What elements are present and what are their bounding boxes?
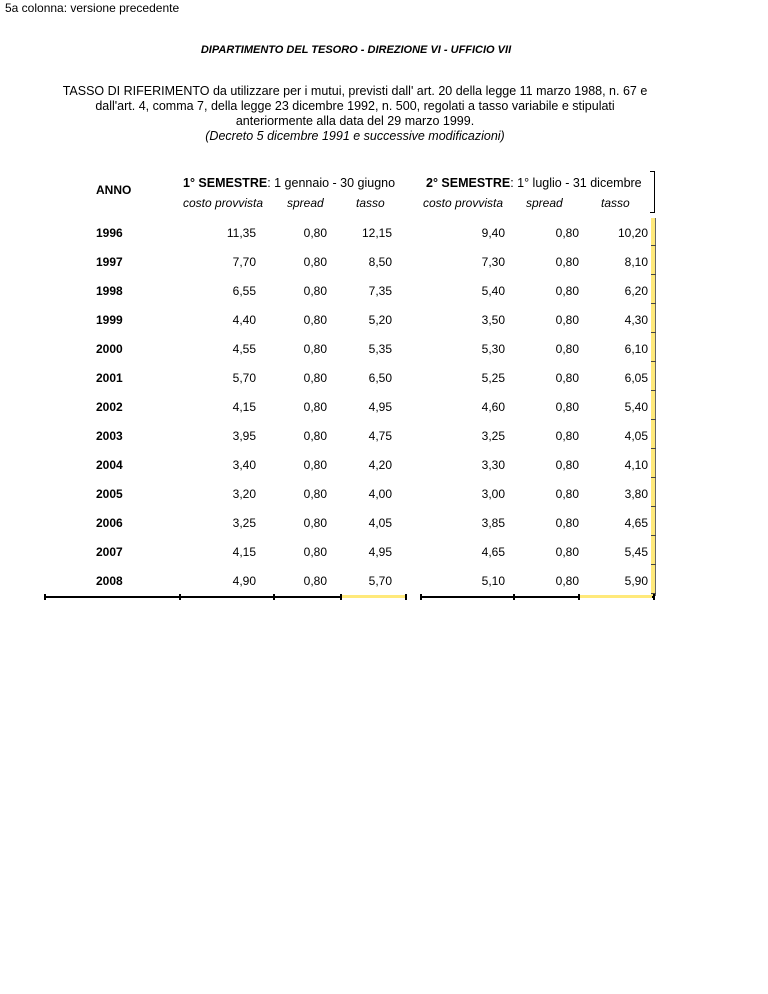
- s1-cost-cell: 11,35: [226, 225, 256, 240]
- s2-spread-header: spread: [526, 196, 563, 210]
- year-cell: 2007: [96, 544, 123, 559]
- s1-spread-cell: 0,80: [303, 544, 327, 559]
- description-line-1: TASSO DI RIFERIMENTO da utilizzare per i mutui, previsti dall' art. 20 della legge 11 marzo 1988, n. 67 e: [62, 84, 648, 98]
- s2-rate-cell: 5,45: [624, 544, 648, 559]
- table-row: [96, 508, 648, 537]
- s1-rate-cell: 5,70: [368, 573, 392, 588]
- row-tick: [651, 477, 656, 478]
- s2-spread-cell: 0,80: [555, 457, 579, 472]
- year-cell: 2008: [96, 573, 123, 588]
- header-bracket: [650, 171, 655, 213]
- s1-spread-cell: 0,80: [303, 254, 327, 269]
- table-row: [96, 218, 648, 247]
- row-tick: [651, 390, 656, 391]
- row-tick: [651, 506, 656, 507]
- rates-table: [96, 218, 648, 595]
- s2-rate-cell: 6,10: [624, 341, 648, 356]
- semester-1-label: 1° SEMESTRE: [183, 176, 268, 190]
- table-row: [96, 363, 648, 392]
- semester-1-range: : 1 gennaio - 30 giugno: [267, 176, 396, 190]
- year-cell: 1997: [96, 254, 123, 269]
- s2-spread-cell: 0,80: [555, 428, 579, 443]
- foot-tick: [653, 594, 655, 600]
- s1-spread-cell: 0,80: [303, 573, 327, 588]
- row-tick: [651, 245, 656, 246]
- table-row: [96, 334, 648, 363]
- foot-tick: [578, 594, 580, 600]
- s1-cost-cell: 7,70: [232, 254, 256, 269]
- description-line-2: dall'art. 4, comma 7, della legge 23 dicembre 1992, n. 500, regolati a tasso variabile e stipulati: [95, 99, 615, 113]
- s1-rate-highlight: [341, 595, 405, 598]
- s1-spread-cell: 0,80: [303, 486, 327, 501]
- s1-rate-cell: 5,35: [368, 341, 392, 356]
- semester-2-label: 2° SEMESTRE: [426, 176, 511, 190]
- row-tick: [651, 448, 656, 449]
- s2-cost-cell: 5,25: [481, 370, 505, 385]
- s1-cost-cell: 5,70: [232, 370, 256, 385]
- table-row: [96, 566, 648, 595]
- table-row: [96, 421, 648, 450]
- s2-cost-cell: 3,00: [481, 486, 505, 501]
- table-row: [96, 247, 648, 276]
- s2-spread-cell: 0,80: [555, 544, 579, 559]
- year-cell: 2002: [96, 399, 123, 414]
- s2-spread-cell: 0,80: [555, 486, 579, 501]
- s1-spread-header: spread: [287, 196, 324, 210]
- department-heading: DIPARTIMENTO DEL TESORO - DIREZIONE VI - UFFICIO VII: [200, 44, 512, 56]
- s2-rate-cell: 4,10: [624, 457, 648, 472]
- s2-rate-cell: 4,65: [624, 515, 648, 530]
- s1-rate-header: tasso: [356, 196, 385, 210]
- s2-spread-cell: 0,80: [555, 399, 579, 414]
- rates-table-body: [96, 218, 648, 595]
- year-cell: 1998: [96, 283, 123, 298]
- s2-cost-cell: 5,10: [481, 573, 505, 588]
- s1-rate-cell: 12,15: [361, 225, 392, 240]
- s1-cost-header: costo provvista: [183, 196, 264, 210]
- s1-rate-cell: 4,95: [368, 544, 392, 559]
- s2-cost-cell: 4,60: [481, 399, 505, 414]
- s1-rate-cell: 7,35: [368, 283, 392, 298]
- s2-rate-cell: 6,05: [624, 370, 648, 385]
- s1-cost-cell: 3,25: [232, 515, 256, 530]
- s1-rate-cell: 4,95: [368, 399, 392, 414]
- s2-spread-cell: 0,80: [555, 573, 579, 588]
- row-tick: [651, 564, 656, 565]
- s2-rate-cell: 5,90: [624, 573, 648, 588]
- s2-spread-cell: 0,80: [555, 515, 579, 530]
- s1-cost-cell: 3,20: [232, 486, 256, 501]
- decree-reference: (Decreto 5 dicembre 1991 e successive modificazioni): [205, 129, 505, 143]
- s1-spread-cell: 0,80: [303, 312, 327, 327]
- description-block: [40, 84, 670, 144]
- s2-rate-cell: 10,20: [617, 225, 648, 240]
- foot-tick: [405, 594, 407, 600]
- year-cell: 2004: [96, 457, 123, 472]
- foot-tick: [513, 594, 515, 600]
- s2-cost-cell: 4,65: [481, 544, 505, 559]
- s1-spread-cell: 0,80: [303, 515, 327, 530]
- semester-2-range: : 1° luglio - 31 dicembre: [510, 176, 642, 190]
- year-cell: 2001: [96, 370, 123, 385]
- s1-spread-cell: 0,80: [303, 225, 327, 240]
- s1-cost-cell: 4,15: [232, 544, 256, 559]
- s1-rate-cell: 4,75: [368, 428, 392, 443]
- s2-rate-header: tasso: [601, 196, 630, 210]
- year-cell: 2000: [96, 341, 123, 356]
- s2-spread-cell: 0,80: [555, 341, 579, 356]
- s2-spread-cell: 0,80: [555, 254, 579, 269]
- table-row: [96, 537, 648, 566]
- s2-cost-cell: 5,40: [481, 283, 505, 298]
- table-row: [96, 450, 648, 479]
- foot-tick: [44, 594, 46, 600]
- row-tick: [651, 303, 656, 304]
- s1-cost-cell: 3,40: [232, 457, 256, 472]
- s2-rate-cell: 8,10: [624, 254, 648, 269]
- table-row: [96, 392, 648, 421]
- table-row: [96, 305, 648, 334]
- s1-spread-cell: 0,80: [303, 283, 327, 298]
- year-cell: 2003: [96, 428, 123, 443]
- table-row: [96, 276, 648, 305]
- year-cell: 2005: [96, 486, 123, 501]
- foot-tick: [179, 594, 181, 600]
- year-cell: 2006: [96, 515, 123, 530]
- year-cell: 1996: [96, 225, 123, 240]
- s2-cost-cell: 9,40: [481, 225, 505, 240]
- s2-cost-cell: 3,25: [481, 428, 505, 443]
- row-tick: [651, 274, 656, 275]
- s1-rate-cell: 5,20: [368, 312, 392, 327]
- s2-cost-cell: 3,30: [481, 457, 505, 472]
- s2-cost-cell: 5,30: [481, 341, 505, 356]
- s1-rate-cell: 6,50: [368, 370, 392, 385]
- semester-2-header: [426, 176, 642, 190]
- s2-cost-cell: 3,85: [481, 515, 505, 530]
- foot-tick: [340, 594, 342, 600]
- s2-cost-cell: 3,50: [481, 312, 505, 327]
- s2-cost-cell: 7,30: [481, 254, 505, 269]
- s2-rate-cell: 5,40: [624, 399, 648, 414]
- s1-spread-cell: 0,80: [303, 428, 327, 443]
- s2-rate-cell: 4,05: [624, 428, 648, 443]
- foot-tick: [273, 594, 275, 600]
- year-column-header: ANNO: [96, 183, 132, 197]
- year-cell: 1999: [96, 312, 123, 327]
- s1-cost-cell: 4,90: [232, 573, 256, 588]
- s2-rate-highlight: [580, 595, 652, 598]
- s1-cost-cell: 4,55: [232, 341, 256, 356]
- s1-cost-cell: 4,40: [232, 312, 256, 327]
- s1-spread-cell: 0,80: [303, 341, 327, 356]
- s1-rate-cell: 4,05: [368, 515, 392, 530]
- row-tick: [651, 361, 656, 362]
- s1-cost-cell: 3,95: [232, 428, 256, 443]
- row-tick: [651, 535, 656, 536]
- s2-spread-cell: 0,80: [555, 283, 579, 298]
- s2-rate-cell: 6,20: [624, 283, 648, 298]
- table-row: [96, 479, 648, 508]
- s2-rate-cell: 3,80: [624, 486, 648, 501]
- s1-spread-cell: 0,80: [303, 370, 327, 385]
- s1-spread-cell: 0,80: [303, 457, 327, 472]
- semester-1-header: [183, 176, 395, 190]
- description-line-3: anteriormente alla data del 29 marzo 1999.: [235, 114, 475, 128]
- row-tick: [651, 419, 656, 420]
- s2-spread-cell: 0,80: [555, 225, 579, 240]
- s1-rate-cell: 8,50: [368, 254, 392, 269]
- s2-rate-cell: 4,30: [624, 312, 648, 327]
- s1-cost-cell: 6,55: [232, 283, 256, 298]
- foot-tick: [420, 594, 422, 600]
- s1-spread-cell: 0,80: [303, 399, 327, 414]
- s2-spread-cell: 0,80: [555, 312, 579, 327]
- s1-rate-cell: 4,00: [368, 486, 392, 501]
- s1-cost-cell: 4,15: [232, 399, 256, 414]
- row-tick: [651, 332, 656, 333]
- version-note: 5a colonna: versione precedente: [5, 1, 180, 15]
- s1-rate-cell: 4,20: [368, 457, 392, 472]
- s2-cost-header: costo provvista: [423, 196, 504, 210]
- s2-spread-cell: 0,80: [555, 370, 579, 385]
